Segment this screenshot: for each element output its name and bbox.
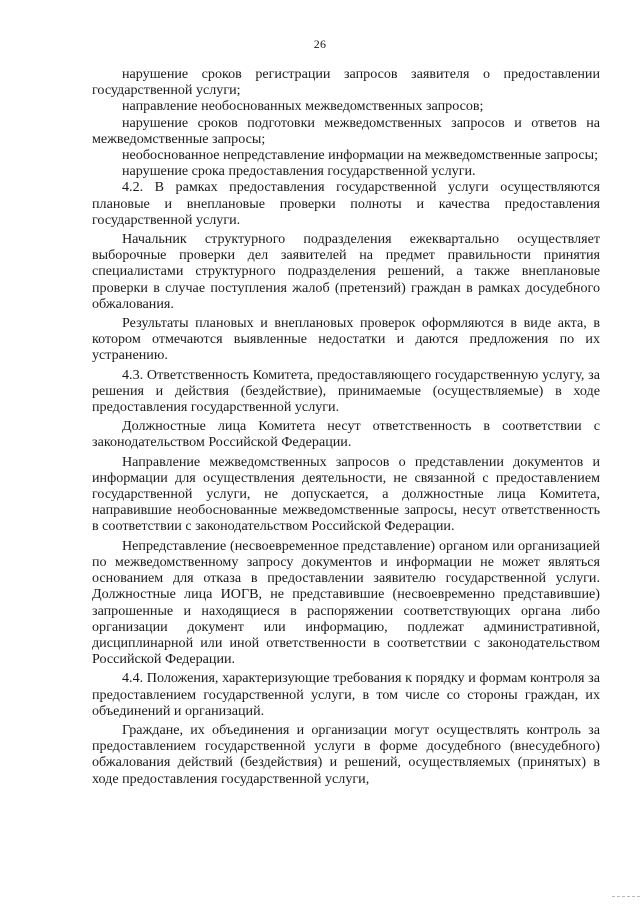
paragraph: нарушение сроков подготовки межведомственных запросов и ответов на межведомственные запросы; [92, 114, 600, 147]
paragraph: Должностные лица Комитета несут ответственность в соответствии с законодательством Российской Федерации. [92, 418, 600, 451]
document-body [92, 66, 600, 787]
paragraph: Граждане, их объединения и организации могут осуществлять контроль за предоставлением государственной услуги в форме досудебного (внесудебного) обжалования действий (бездействия) и решений, осуществляемых (принятых) в ходе предоставления государственной услуги, [92, 721, 600, 787]
paragraph: необоснованное непредставление информации на межведомственные запросы; [122, 147, 599, 164]
paragraph: нарушение сроков регистрации запросов заявителя о предоставлении государственной услуги; [92, 66, 600, 99]
paragraph: 4.2. В рамках предоставления государственной услуги осуществляются плановые и внеплановые проверки полноты и качества предоставления государственной услуги. [92, 179, 600, 228]
paragraph: нарушение срока предоставления государственной услуги. [122, 163, 476, 180]
paragraph: Начальник структурного подразделения ежеквартально осуществляет выборочные проверки дел заявителей на предмет правильности принятия специалистами структурного подразделения решений, а также внеплановые проверки в случае поступления жалоб (претензий) граждан в рамках досудебного обжалования. [92, 231, 600, 312]
scan-edge-mark [612, 896, 640, 905]
paragraph: направление необоснованных межведомственных запросов; [122, 98, 484, 115]
paragraph: Направление межведомственных запросов о представлении документов и информации для осуществления деятельности, не связанной с предоставлением государственной услуги, не допускается, а должностные лица Комитета, направившие необоснованные межведомственные запросы, несут ответственность в соответствии с законодательством Российской Федерации. [92, 453, 600, 535]
paragraph: 4.4. Положения, характеризующие требования к порядку и формам контроля за предоставлением государственной услуги, в том числе со стороны граждан, их объединений и организаций. [92, 670, 600, 719]
paragraph: Результаты плановых и внеплановых проверок оформляются в виде акта, в котором отмечаются выявленные недостатки и даются предложения по их устранению. [92, 315, 600, 364]
page-number: 26 [313, 37, 327, 51]
paragraph: Непредставление (несвоевременное представление) органом или организацией по межведомственному запросу документов и информации не может являться основанием для отказа в предоставлении заявителю государственной услуги. Должностные лица ИОГВ, не представившие (несвоевременно представившие) запрошенные и находящиеся в распоряжении соответствующих органа либо организации документ или информацию, подлежат административной, дисциплинарной или иной ответственности в соответствии с законодательством Российской Федерации. [92, 537, 600, 668]
paragraph: 4.3. Ответственность Комитета, предоставляющего государственную услугу, за решения и действия (бездействие), принимаемые (осуществляемые) в ходе предоставления государственной услуги. [92, 366, 600, 416]
